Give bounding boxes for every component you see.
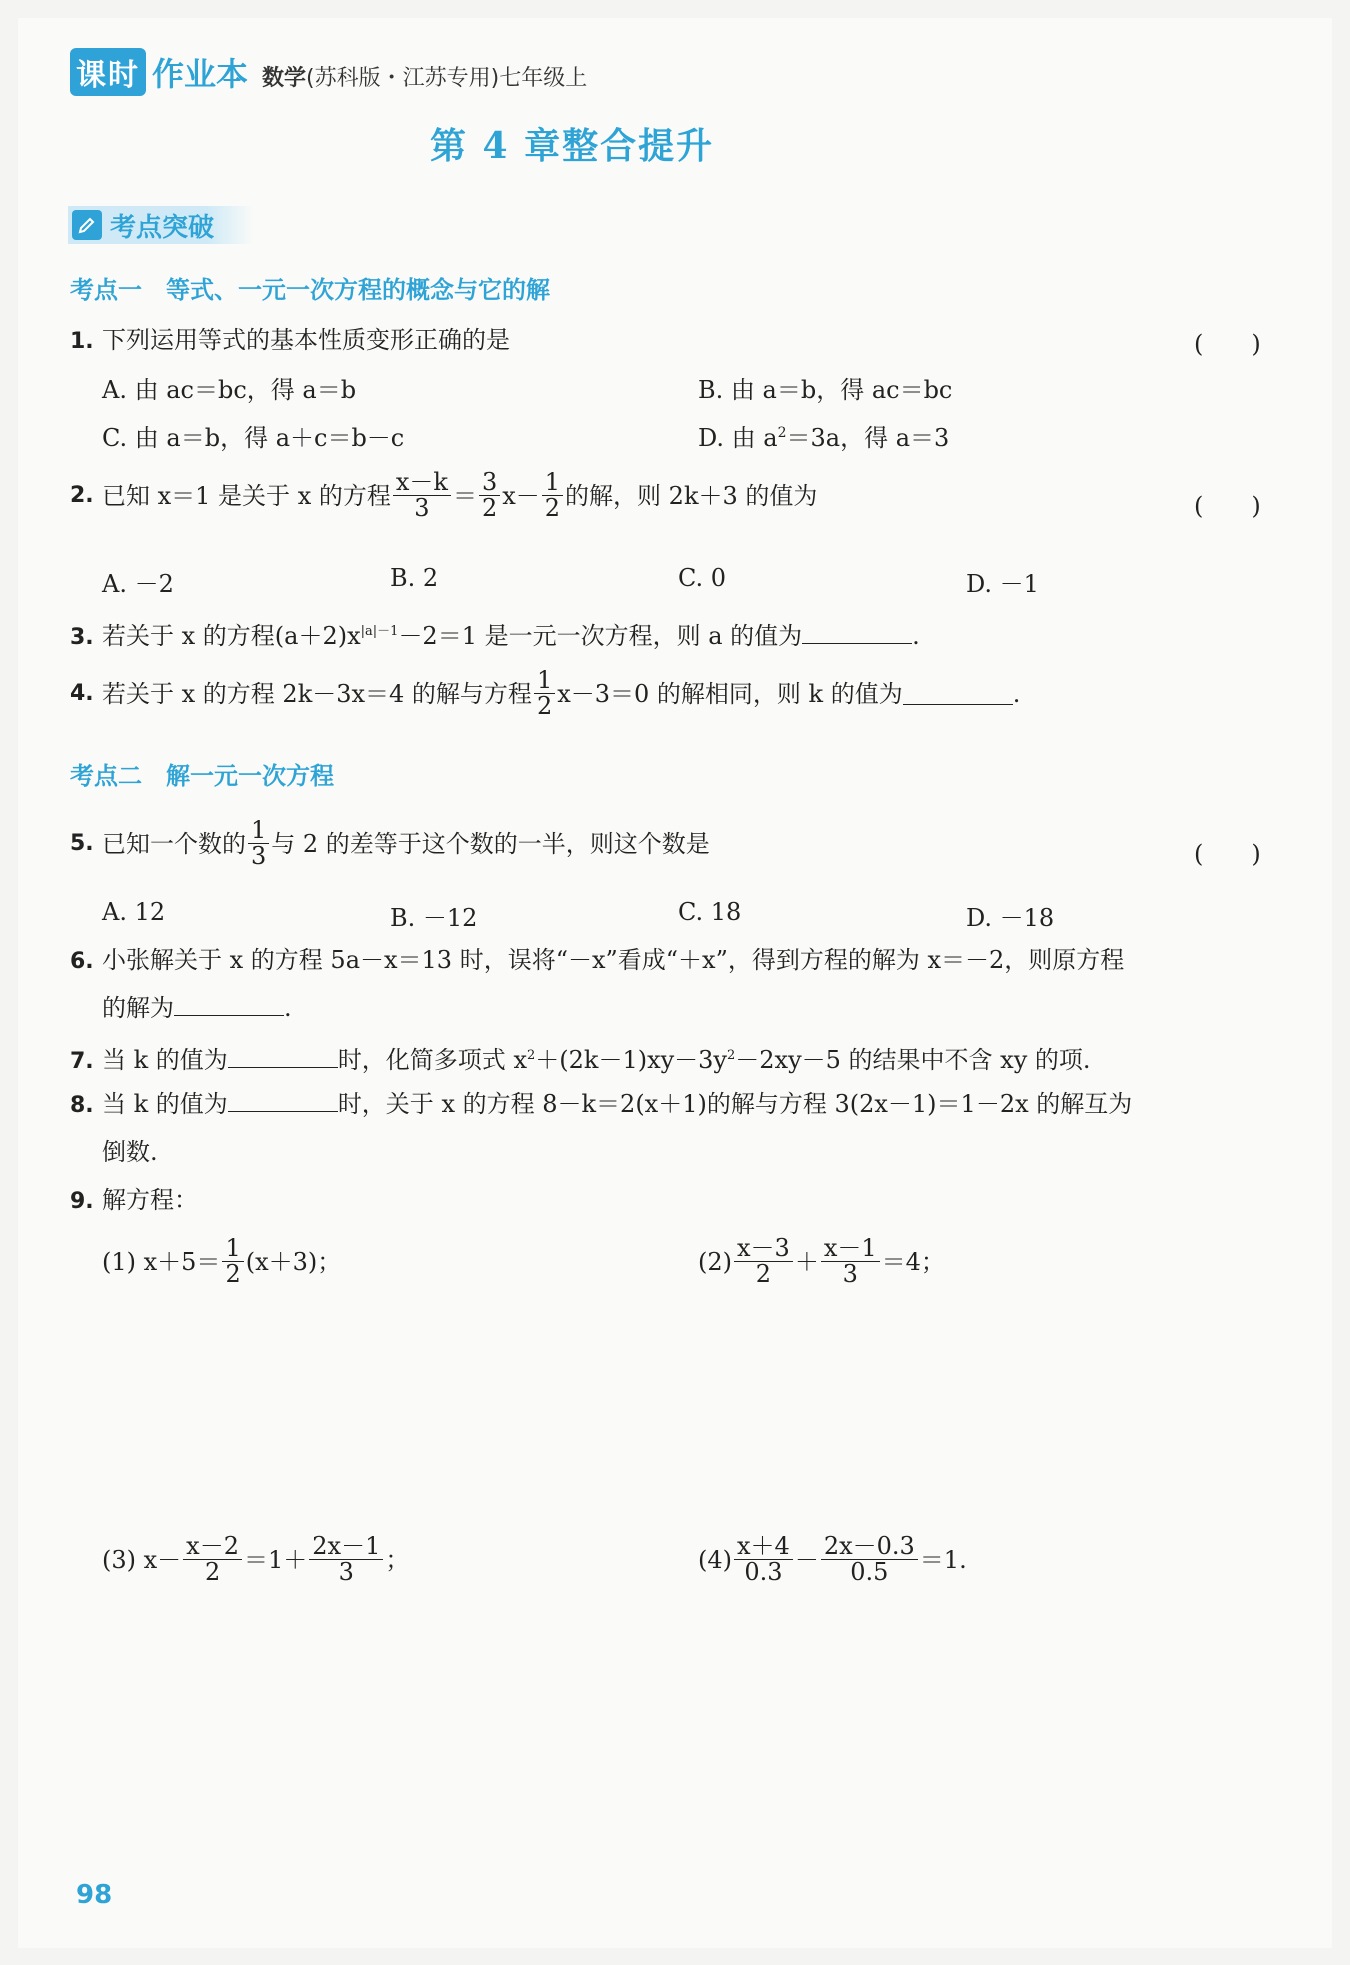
option-d [698,418,949,453]
period: . [912,622,920,650]
answer-blank[interactable] [802,621,912,644]
option-c: C. 由 a＝b，得 a＋c＝b－c [102,424,405,452]
question-number: 1. [70,329,94,354]
chapter-title: 第 4 章整合提升 [430,125,715,167]
equation-text: ＝4； [881,1247,945,1276]
brand-name: 作业本 [152,55,249,93]
numerator: 1 [542,470,563,496]
question-number: 4. [70,680,94,706]
denominator: 2 [544,494,561,523]
denominator: 3 [414,494,430,523]
kaodian-1-heading: 考点一 等式、一元一次方程的概念与它的解 [70,276,550,304]
option-a: A. －2 [102,570,174,598]
option-b: B. 2 [390,564,439,592]
question-6-line-2 [102,992,292,1024]
logo: 课时 [70,48,146,96]
option-a: A. 12 [102,898,166,926]
denominator: 2 [481,494,498,523]
numerator: x－2 [183,1534,242,1560]
question-number: 6. [70,949,94,974]
option-d: D. －18 [966,904,1055,932]
answer-blank[interactable] [228,1089,338,1112]
numerator: 1 [534,668,555,694]
option-b: B. 由 a＝b，得 ac＝bc [698,376,953,404]
fraction [479,470,500,521]
kaodian-2-heading: 考点二 解一元一次方程 [70,762,334,790]
fraction [393,470,451,521]
question-4 [70,668,1020,719]
denominator: 3 [842,1260,858,1289]
page [18,18,1332,1948]
denominator: 3 [338,1558,354,1587]
option-c: C. 18 [678,898,742,926]
period: . [284,994,292,1022]
option-d-pre: D. 由 a [698,424,778,452]
fraction [734,1534,793,1585]
option-d-sup: 2 [777,425,787,441]
equation-label: (4) [698,1545,732,1574]
section-tag-label: 考点突破 [110,212,215,243]
question-text: 当 k 的值为 [102,1090,228,1118]
question-number: 8. [70,1093,94,1118]
answer-paren: ( ) [1194,330,1261,358]
numerator: x－3 [734,1236,793,1262]
question-6 [70,944,1124,978]
denominator: 0.5 [850,1558,889,1587]
denominator: 0.3 [744,1558,783,1587]
equation-4 [698,1534,967,1585]
numerator: x＋4 [734,1534,793,1560]
question-text: 时，关于 x 的方程 8－k＝2(x＋1)的解与方程 3(2x－1)＝1－2x 的解互为 [337,1090,1133,1118]
fraction [309,1534,383,1585]
subject: 数学 [262,66,307,91]
question-8 [70,1088,1132,1122]
numerator: 2x－0.3 [821,1534,918,1560]
fraction [734,1236,793,1287]
fraction [821,1236,880,1287]
numerator: 2x－1 [309,1534,383,1560]
question-2 [70,470,817,521]
question-number: 3. [70,625,94,650]
question-text: －2xy－5 的结果中不含 xy 的项. [735,1046,1091,1074]
question-text: －2＝1 是一元一次方程，则 a 的值为 [398,622,803,650]
numerator: x－1 [821,1236,880,1262]
equation-3 [102,1534,409,1585]
equation-1 [102,1236,341,1287]
question-7 [70,1040,1091,1078]
answer-paren: ( ) [1194,840,1261,868]
equation-text: ； [385,1545,410,1574]
equation-text: (x＋3)； [245,1247,342,1276]
answer-blank[interactable] [228,1045,338,1068]
equation-label: (1) x＋5＝ [102,1247,221,1276]
question-text: 时，化简多项式 x [337,1046,527,1074]
fraction [248,818,269,869]
operator: － [794,1545,819,1574]
book-title [262,66,587,91]
exponent: 2 [526,1048,536,1063]
option-d-post: ＝3a，得 a＝3 [786,424,950,452]
equation-label: (3) x－ [102,1545,182,1574]
question-text: 小张解关于 x 的方程 5a－x＝13 时，误将“－x”看成“＋x”，得到方程的解为 x＝－2，则原方程 [102,946,1125,974]
numerator: 3 [479,470,500,496]
question-text: 若关于 x 的方程 2k－3x＝4 的解与方程 [102,679,532,708]
option-a: A. 由 ac＝bc，得 a＝b [102,376,357,404]
option-b: B. －12 [390,904,478,932]
numerator: x－k [393,470,451,496]
page-number: 98 [76,1880,113,1910]
option-d: D. －1 [966,570,1039,598]
equation-text: ＝1＋ [243,1545,308,1574]
denominator: 2 [755,1260,772,1289]
answer-blank[interactable] [174,993,284,1016]
denominator: 2 [225,1260,241,1289]
question-text: 若关于 x 的方程(a＋2)x [102,622,361,650]
denominator: 2 [536,692,553,721]
question-text: 的解，则 2k＋3 的值为 [565,481,818,510]
question-number: 9. [70,1189,94,1214]
question-text: x－ [502,481,540,510]
question-text: 已知一个数的 [102,829,246,858]
pencil-icon [72,210,102,240]
question-text: 下列运用等式的基本性质变形正确的是 [102,326,510,354]
question-5 [70,818,710,869]
question-text: x－3＝0 的解相同，则 k 的值为 [557,679,903,708]
question-3 [70,616,920,654]
question-text: 的解为 [102,994,174,1022]
exponent: 2 [727,1048,736,1063]
answer-blank[interactable] [903,682,1013,705]
operator: ＋ [794,1247,819,1276]
question-number: 5. [70,830,94,856]
numerator: 1 [248,818,269,844]
answer-paren: ( ) [1194,492,1261,520]
denominator: 2 [204,1558,221,1587]
question-number: 7. [70,1049,94,1074]
edition: (苏科版・江苏专用)七年级上 [306,66,588,91]
question-1 [70,324,510,358]
question-number: 2. [70,482,94,508]
fraction [542,470,563,521]
fraction [183,1534,242,1585]
question-text: ＋(2k－1)xy－3y [535,1046,727,1074]
question-8-line-2: 倒数. [102,1138,158,1166]
section-tag [68,206,254,244]
equation-2 [698,1236,945,1287]
question-9 [70,1184,198,1218]
question-text: 当 k 的值为 [102,1046,228,1074]
header [70,48,587,96]
question-text: 已知 x＝1 是关于 x 的方程 [102,481,391,510]
denominator: 3 [251,842,267,871]
equation-text: ＝1. [919,1545,967,1574]
numerator: 1 [222,1236,243,1262]
question-text: 解方程： [102,1186,198,1214]
question-text: 与 2 的差等于这个数的一半，则这个数是 [271,829,710,858]
equals: ＝ [452,481,477,510]
fraction [222,1236,243,1287]
exponent: |a|－1 [360,624,399,639]
equation-label: (2) [698,1247,732,1276]
fraction [821,1534,918,1585]
option-c: C. 0 [678,564,727,592]
period: . [1012,679,1021,708]
fraction [534,668,555,719]
